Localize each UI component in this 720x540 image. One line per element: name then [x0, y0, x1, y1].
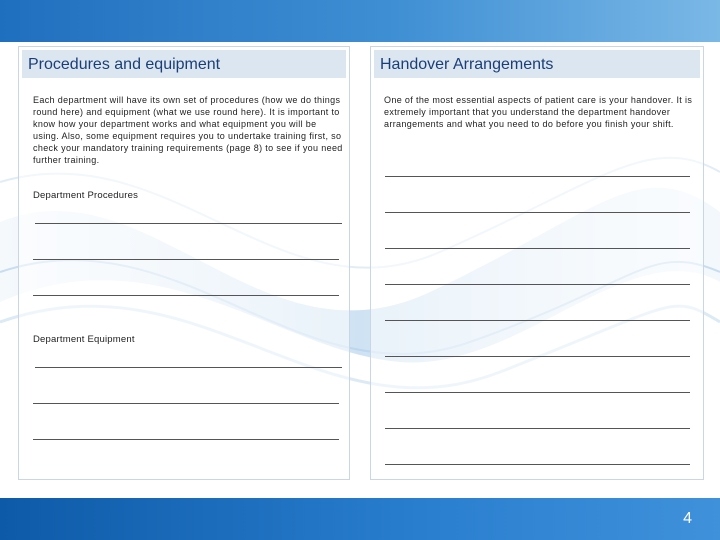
top-banner: [0, 0, 720, 42]
procedures-write-line[interactable]: [33, 259, 339, 260]
handover-intro-text: One of the most essential aspects of patient care is your handover. It is extremely important that you understand the department handover arrangements and what you need to do before you finish your shift.: [384, 95, 693, 129]
handover-write-line[interactable]: [385, 320, 690, 321]
handover-write-line[interactable]: [385, 392, 690, 393]
handover-write-line[interactable]: [385, 428, 690, 429]
equipment-write-line[interactable]: [35, 367, 342, 368]
department-equipment-label: Department Equipment: [33, 334, 135, 345]
department-procedures-label: Department Procedures: [33, 190, 139, 201]
procedures-write-line[interactable]: [33, 295, 339, 296]
bottom-banner: [0, 498, 720, 540]
handover-panel-title: Handover Arrangements: [374, 50, 700, 78]
page-number: 4: [683, 510, 692, 527]
handover-write-line[interactable]: [385, 464, 690, 465]
procedures-write-line[interactable]: [35, 223, 342, 224]
procedures-intro-text: Each department will have its own set of procedures (how we do things round here) and equipment (what we use round here). It is important to know how your department works and what equipment you will be using. Also, some equipment requires you to undertake training first, so check your mandatory training requirements (page 8) to see if you need further training.: [33, 95, 343, 165]
equipment-write-line[interactable]: [33, 403, 339, 404]
handover-write-line[interactable]: [385, 248, 690, 249]
procedures-panel-title: Procedures and equipment: [22, 50, 346, 78]
handover-write-line[interactable]: [385, 176, 690, 177]
handover-write-line[interactable]: [385, 212, 690, 213]
handover-write-line[interactable]: [385, 356, 690, 357]
equipment-write-line[interactable]: [33, 439, 339, 440]
handover-write-line[interactable]: [385, 284, 690, 285]
